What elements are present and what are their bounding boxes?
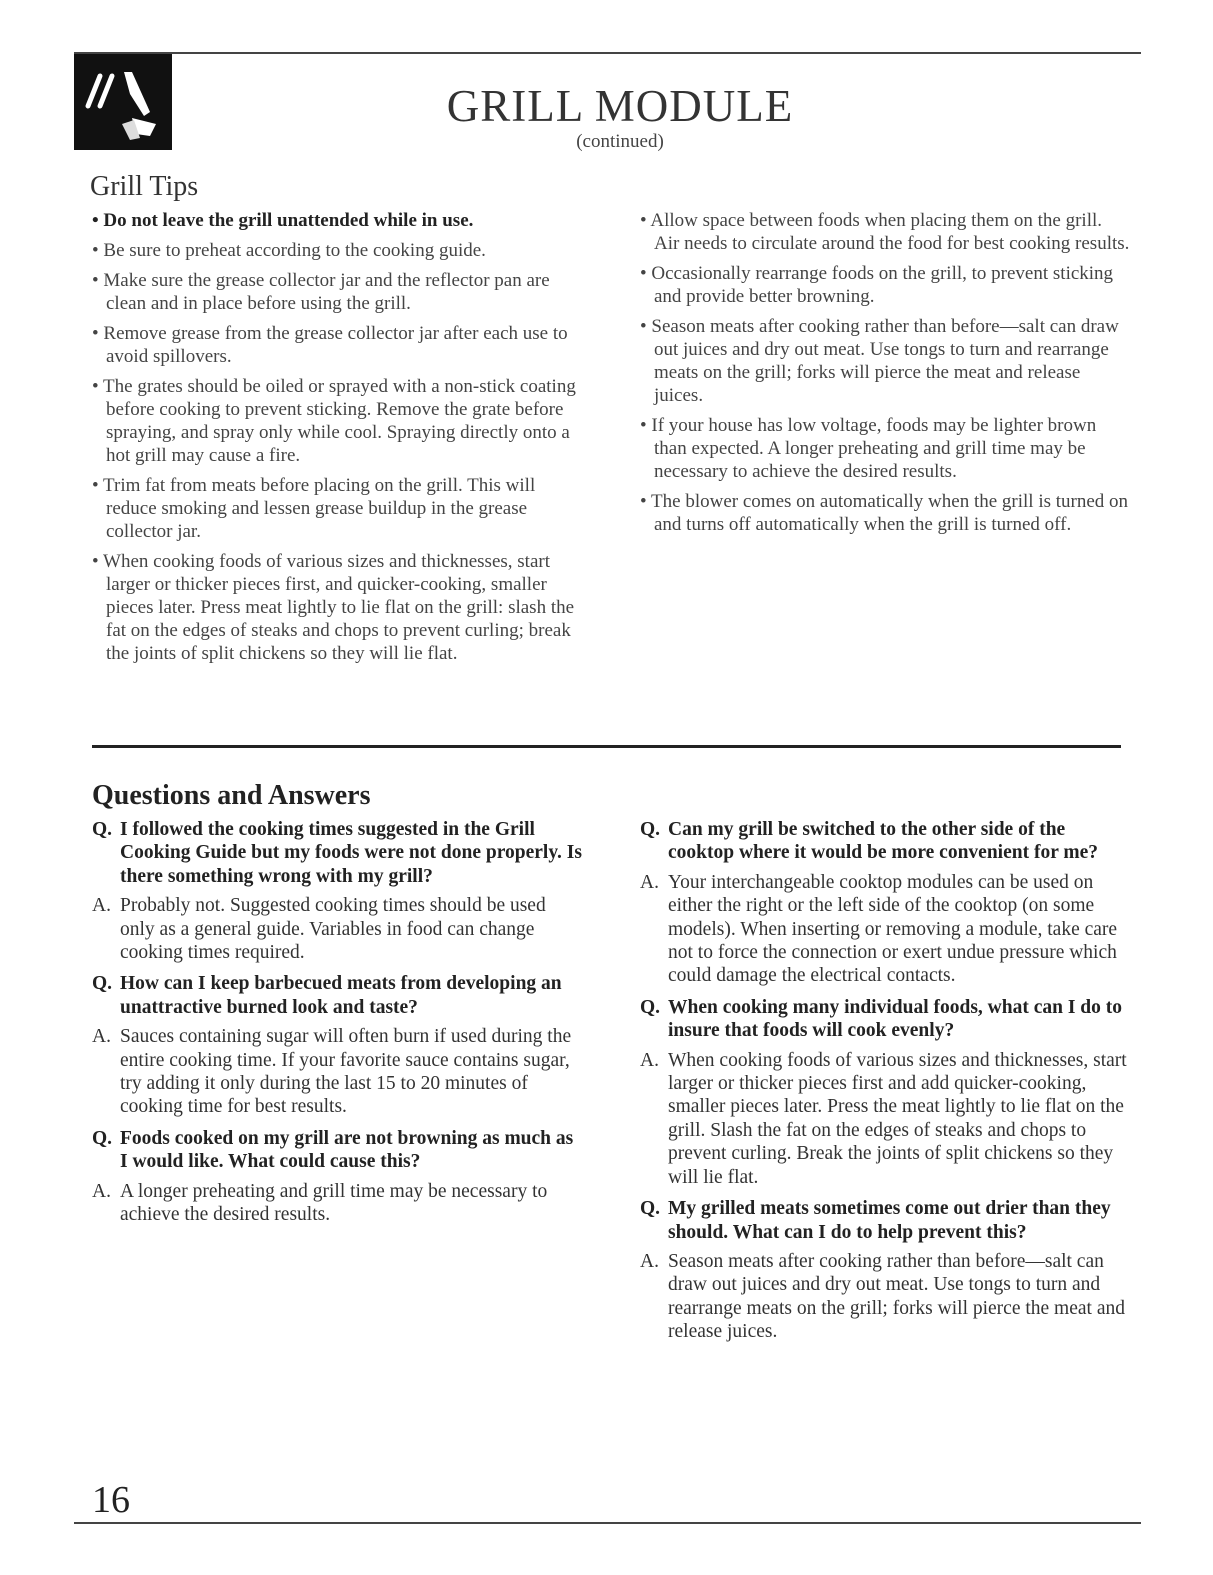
bottom-rule bbox=[74, 1522, 1141, 1524]
qa-right-column bbox=[640, 818, 1130, 1352]
title-block bbox=[380, 81, 860, 153]
question: Q. My grilled meats sometimes come out drier than they should. What can I do to help prevent this? bbox=[640, 1198, 1111, 1243]
grill-logo-icon bbox=[74, 54, 172, 150]
tip-item: • Remove grease from the grease collector jar after each use to avoid spillovers. bbox=[92, 323, 568, 367]
answer: A. Sauces containing sugar will often burn if used during the entire cooking time. If your favorite sauce contains sugar, try adding it only during the last 15 to 20 minutes of cooking time for best results. bbox=[92, 1026, 572, 1118]
tip-item: • The grates should be oiled or sprayed with a non-stick coating before cooking to prevent sticking. Remove the grate before spraying, and spray only while cool. Spraying directly onto a hot grill may cause a fire. bbox=[92, 376, 576, 466]
tip-item: • Make sure the grease collector jar and the reflector pan are clean and in place before using the grill. bbox=[92, 270, 550, 314]
page-subtitle: (continued) bbox=[576, 131, 664, 152]
top-rule bbox=[74, 52, 1141, 54]
tip-item: • Occasionally rearrange foods on the grill, to prevent sticking and provide better browning. bbox=[640, 263, 1114, 307]
tip-item: • Be sure to preheat according to the cooking guide. bbox=[92, 240, 486, 261]
tip-item: • If your house has low voltage, foods may be lighter brown than expected. A longer preheating and grill time may be necessary to achieve the desired results. bbox=[640, 415, 1097, 482]
tip-item: • Allow space between foods when placing them on the grill. Air needs to circulate around the food for best cooking results. bbox=[640, 210, 1130, 254]
question: Q. How can I keep barbecued meats from developing an unattractive burned look and taste? bbox=[92, 973, 562, 1018]
answer: A. Your interchangeable cooktop modules can be used on either the right or the left side of the cooktop (on some models). When inserting or removing a module, take care not to force the connection or exert undue pressure which could damage the electrical contacts. bbox=[640, 871, 1118, 987]
answer: A. Probably not. Suggested cooking times should be used only as a general guide. Variables in food can change cooking times required. bbox=[92, 895, 546, 964]
question: Q. When cooking many individual foods, what can I do to insure that foods will cook evenly? bbox=[640, 996, 1123, 1042]
answer: A. A longer preheating and grill time may be necessary to achieve the desired results. bbox=[92, 1180, 548, 1226]
question: Q. Can my grill be switched to the other side of the cooktop where it would be more convenient for me? bbox=[640, 819, 1099, 864]
answer: A. When cooking foods of various sizes and thicknesses, start larger or thicker pieces first and add quicker-cooking, smaller pieces later. Press the meat lightly to lie flat on the grill. Slash the fat on the edges of steaks and chops to prevent curling. Break the joints of split chickens so they will lie flat. bbox=[640, 1049, 1127, 1188]
page-number: 16 bbox=[92, 1479, 130, 1521]
section-divider bbox=[92, 745, 1121, 748]
tip-item: • Season meats after cooking rather than before—salt can draw out juices and dry out meat. Use tongs to turn and rearrange meats on the grill; forks will pierce the meat and release juices. bbox=[640, 316, 1119, 406]
tip-item: • Do not leave the grill unattended while in use. bbox=[92, 210, 474, 231]
tip-item: • The blower comes on automatically when the grill is turned on and turns off automatically when the grill is turned off. bbox=[640, 491, 1129, 535]
grill-tips-heading: Grill Tips bbox=[90, 171, 199, 202]
tip-item: • When cooking foods of various sizes and thicknesses, start larger or thicker pieces first, and quicker-cooking, smaller pieces later. Press meat lightly to lie flat on the grill: slash the fat on the edges of steaks and chops to prevent curling; break the joints of split chickens so they will lie flat. bbox=[92, 551, 575, 664]
answer: A. Season meats after cooking rather than before—salt can draw out juices and dry out meat. Use tongs to turn and rearrange meats on the grill; forks will pierce the meat and release juices. bbox=[640, 1250, 1125, 1343]
grill-tips-left-column bbox=[92, 209, 582, 672]
grill-tips-right-column bbox=[640, 209, 1130, 543]
page-title: GRILL MODULE bbox=[446, 81, 794, 131]
question: Q. Foods cooked on my grill are not browning as much as I would like. What could cause this? bbox=[92, 1127, 574, 1173]
question: Q. I followed the cooking times suggested in the Grill Cooking Guide but my foods were not done properly. Is there something wrong with my grill? bbox=[92, 819, 582, 887]
tip-item: • Trim fat from meats before placing on the grill. This will reduce smoking and lessen grease buildup in the grease collector jar. bbox=[92, 475, 536, 542]
qa-heading: Questions and Answers bbox=[92, 780, 371, 811]
qa-left-column bbox=[92, 818, 582, 1235]
